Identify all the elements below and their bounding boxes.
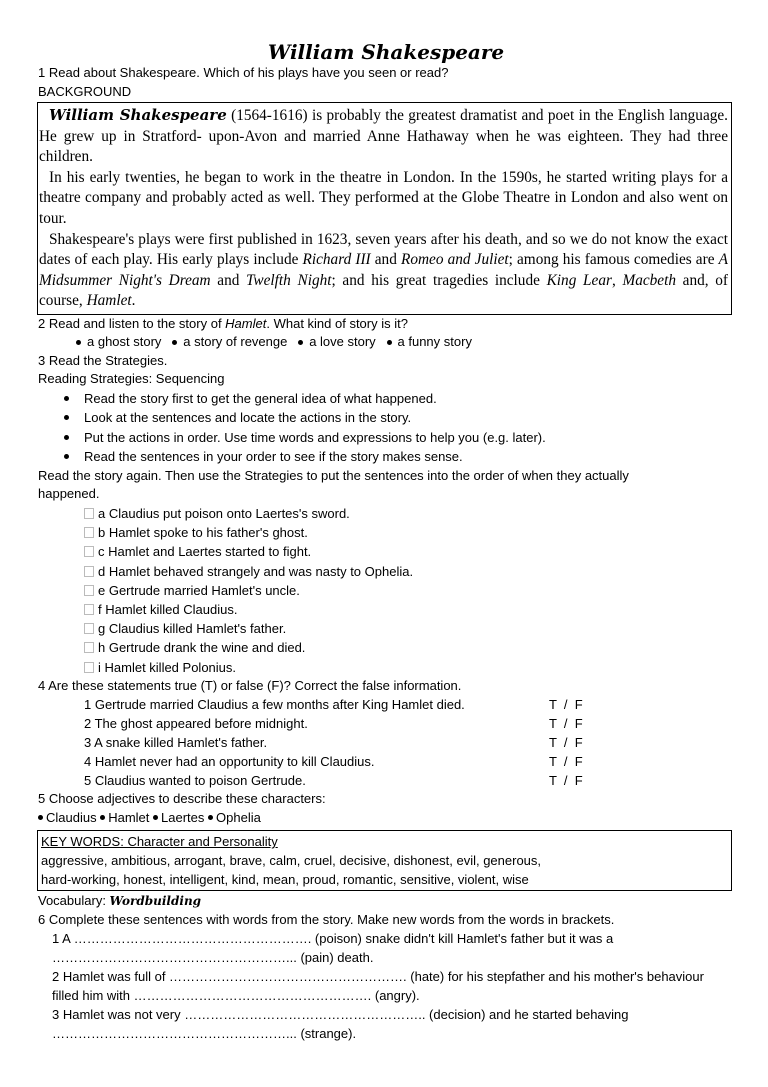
play-title: Macbeth — [622, 271, 676, 289]
bio-text: , — [611, 271, 623, 289]
completion-sentences — [38, 929, 734, 1043]
biography-box — [37, 102, 732, 315]
checkbox[interactable] — [84, 604, 94, 615]
bio-name: William Shakespeare — [49, 106, 227, 124]
strategy-item: Read the story first to get the general idea of what happened. — [64, 389, 734, 409]
story-option: a ghost story — [87, 334, 162, 350]
bio-text: (1564-1616) is probably the greatest dramatist and poet in the English language. He grew up in Stratford- upon-Avon and married Anne Hathaway when he was eighteen. They had three children. — [39, 107, 728, 166]
bullet-icon — [100, 815, 105, 820]
strategies-list — [38, 389, 734, 467]
bullet-icon — [172, 340, 177, 345]
bio-text: ; and his great tragedies include — [331, 271, 547, 289]
tf-choice[interactable]: T / F — [549, 773, 583, 789]
tf-statement: 1 Gertrude married Claudius a few months after King Hamlet died. — [84, 697, 465, 713]
play-title: Hamlet — [86, 292, 132, 310]
play-title: Twelfth Night — [246, 271, 332, 289]
character-list — [38, 809, 734, 828]
bio-paragraph-2: In his early twenties, he began to work in the theatre in London. In the 1590s, he started writing plays for a theatre company and probably acted as well. They performed at the Globe Theatre in London and also went on tour. — [39, 168, 728, 227]
completion-line: 2 Hamlet was full of ………………………………………………. (hate) for his stepfather and his mother's behaviour — [52, 969, 704, 985]
bio-text: and, of course, — [39, 271, 728, 310]
key-words-box — [37, 830, 732, 891]
checkbox[interactable] — [84, 642, 94, 653]
sequence-item — [84, 638, 734, 657]
play-title: Romeo and Juliet — [400, 251, 509, 269]
sequence-text: i Hamlet killed Polonius. — [98, 659, 237, 675]
background-label: BACKGROUND — [38, 83, 132, 99]
tf-statement: 5 Claudius wanted to poison Gertrude. — [84, 773, 306, 789]
vocab-label: Vocabulary: — [38, 893, 110, 909]
character-name: Laertes — [161, 809, 205, 825]
true-false-list — [38, 695, 734, 790]
sequence-item — [84, 504, 734, 523]
story-option: a story of revenge — [183, 334, 288, 350]
tf-choice[interactable]: T / F — [549, 716, 583, 732]
character-name: Claudius — [46, 809, 97, 825]
story-option: a funny story — [397, 334, 472, 350]
sequence-text: e Gertrude married Hamlet's uncle. — [98, 582, 300, 598]
sequence-text: a Claudius put poison onto Laertes's sword. — [98, 505, 350, 521]
tf-statement: 3 A snake killed Hamlet's father. — [84, 735, 268, 751]
play-title: A Midsummer Night's Dream — [39, 251, 728, 289]
q2-text: 2 Read and listen to the story of — [38, 315, 226, 331]
sequence-item — [84, 523, 734, 542]
sequence-text: d Hamlet behaved strangely and was nasty to Ophelia. — [98, 563, 414, 579]
bullet-icon — [153, 815, 158, 820]
question-3: 3 Read the Strategies. — [38, 352, 168, 368]
strategy-item: Put the actions in order. Use time words and expressions to help you (e.g. later). — [64, 428, 734, 448]
bullet-icon — [387, 340, 392, 345]
bullet-icon — [208, 815, 213, 820]
sequence-text: f Hamlet killed Claudius. — [98, 601, 238, 617]
question-1: 1 Read about Shakespeare. Which of his plays have you seen or read? — [38, 65, 449, 80]
character-name: Ophelia — [216, 809, 261, 825]
question-6: 6 Complete these sentences with words from the story. Make new words from the words in brackets. — [38, 911, 615, 927]
story-option: a love story — [309, 334, 376, 350]
checkbox[interactable] — [84, 662, 94, 673]
completion-line: filled him with ………………………………………………. (angry). — [52, 988, 420, 1004]
bullet-icon — [38, 815, 43, 820]
worksheet-page — [38, 40, 734, 1043]
checkbox[interactable] — [84, 527, 94, 538]
sequence-item — [84, 581, 734, 600]
key-words-heading: KEY WORDS: Character and Personality — [41, 834, 278, 850]
checkbox[interactable] — [84, 546, 94, 557]
completion-line: ………………………………………………... (pain) death. — [52, 950, 374, 966]
character-name: Hamlet — [108, 809, 150, 825]
key-words-line: hard-working, honest, intelligent, kind, mean, proud, romantic, sensitive, violent, wise — [41, 872, 529, 888]
tf-row — [84, 714, 734, 733]
sequence-item — [84, 562, 734, 581]
key-words-line: aggressive, ambitious, arrogant, brave, calm, cruel, decisive, dishonest, evil, generous, — [41, 853, 542, 869]
bio-text: Shakespeare's plays were first published in 1623, seven years after his death, and so we do not know the exact dates of each play. His early plays include — [39, 230, 728, 269]
bio-paragraph-1 — [39, 105, 728, 168]
bullet-icon — [298, 340, 303, 345]
question-5: 5 Choose adjectives to describe these characters: — [38, 791, 326, 807]
page-title: William Shakespeare — [267, 40, 505, 64]
checkbox[interactable] — [84, 508, 94, 519]
play-title: Hamlet — [225, 315, 267, 331]
tf-row — [84, 771, 734, 790]
tf-choice[interactable]: T / F — [549, 735, 583, 751]
sequence-list — [38, 504, 734, 677]
checkbox[interactable] — [84, 623, 94, 634]
sequence-text: g Claudius killed Hamlet's father. — [98, 621, 287, 637]
sequence-text: c Hamlet and Laertes started to fight. — [98, 544, 312, 560]
question-4: 4 Are these statements true (T) or false (F)? Correct the false information. — [38, 677, 462, 693]
tf-row — [84, 752, 734, 771]
tf-choice[interactable]: T / F — [549, 697, 583, 713]
sequence-item — [84, 600, 734, 619]
story-type-options — [38, 333, 734, 352]
sequence-item — [84, 542, 734, 561]
sequence-instruction: Read the story again. Then use the Strategies to put the sentences into the order of when they actually — [38, 467, 629, 483]
strategies-heading: Reading Strategies: Sequencing — [38, 371, 225, 387]
completion-line: 1 A ………………………………………………. (poison) snake didn't kill Hamlet's father but it was a — [52, 931, 614, 947]
strategy-item: Read the sentences in your order to see if the story makes sense. — [64, 447, 734, 467]
sequence-item — [84, 619, 734, 638]
sequence-text: b Hamlet spoke to his father's ghost. — [98, 525, 308, 541]
bio-text: and — [210, 271, 247, 289]
tf-row — [84, 695, 734, 714]
bullet-icon — [76, 340, 81, 345]
sequence-text: h Gertrude drank the wine and died. — [98, 640, 306, 656]
checkbox[interactable] — [84, 566, 94, 577]
completion-line: ………………………………………………... (strange). — [52, 1026, 357, 1042]
question-2 — [38, 315, 734, 334]
tf-statement: 4 Hamlet never had an opportunity to kill Claudius. — [84, 754, 375, 770]
bio-text: . — [131, 292, 136, 310]
vocabulary-heading — [38, 892, 734, 911]
q2-text: . What kind of story is it? — [266, 315, 408, 331]
sequence-instruction-cont: happened. — [38, 486, 100, 502]
strategy-item: Look at the sentences and locate the actions in the story. — [64, 408, 734, 428]
play-title: King Lear — [546, 271, 612, 289]
sequence-item — [84, 658, 734, 677]
vocab-script-title: Wordbuilding — [109, 894, 202, 909]
tf-row — [84, 733, 734, 752]
tf-statement: 2 The ghost appeared before midnight. — [84, 716, 308, 732]
bio-text: ; among his famous comedies are — [508, 251, 719, 269]
bio-paragraph-3 — [39, 230, 728, 312]
tf-choice[interactable]: T / F — [549, 754, 583, 770]
play-title: Richard III — [302, 251, 371, 269]
checkbox[interactable] — [84, 585, 94, 596]
completion-line: 3 Hamlet was not very ……………………………………………….. (decision) and he started behaving — [52, 1007, 629, 1023]
bio-text: and — [370, 251, 401, 269]
